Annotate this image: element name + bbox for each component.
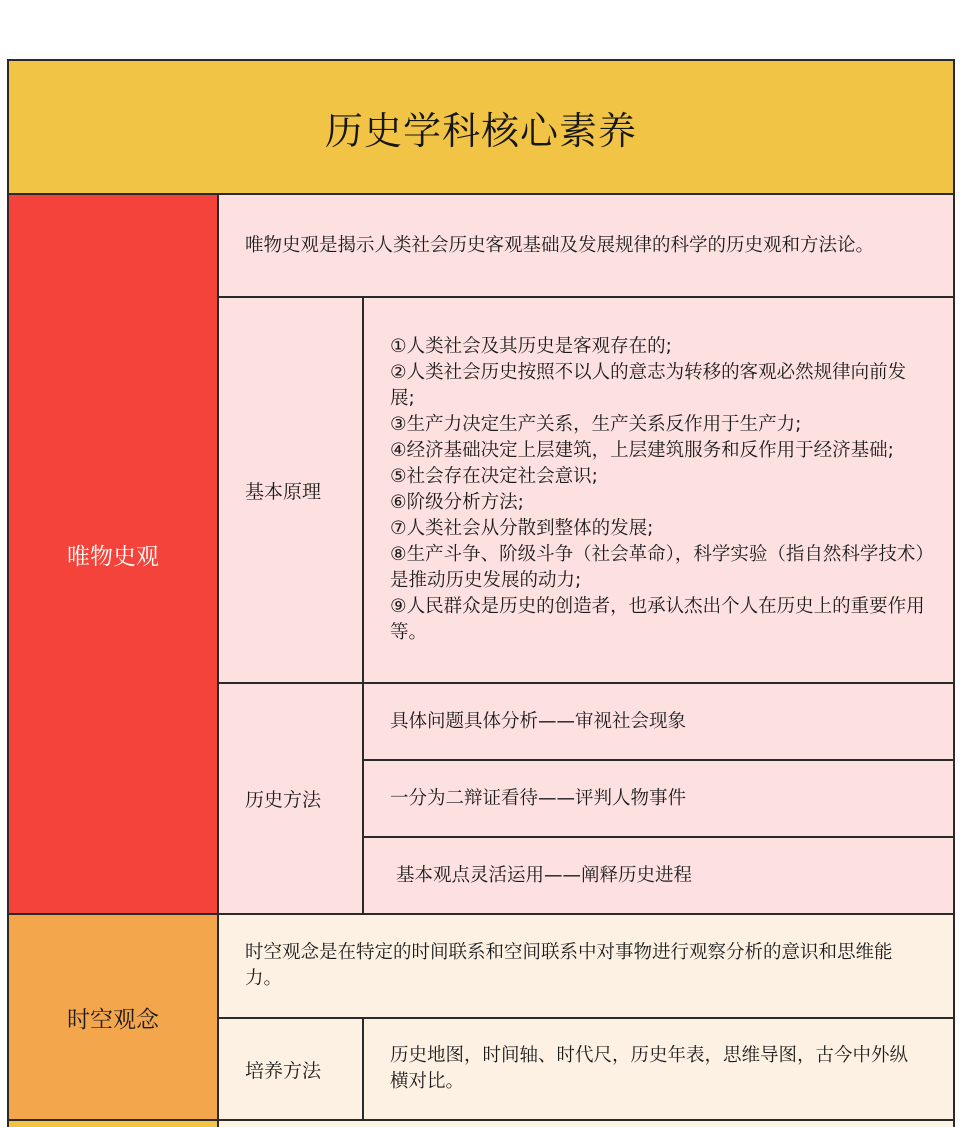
spacetime-definition [219,915,953,1019]
cultivation-methods-text: 历史地图，时间轴、时代尺，历史年表，思维导图，古今中外纵横对比。 [390,1045,909,1092]
materialism-definition-text: 唯物史观是揭示人类社会历史客观基础及发展规律的科学的历史观和方法论。 [245,234,875,256]
principle-item: ⑨人民群众是历史的创造者，也承认杰出个人在历史上的重要作用等。 [390,596,925,643]
method-item-3 [364,838,953,915]
cultivation-methods [364,1019,953,1121]
method-item-1 [364,684,953,761]
principle-item: ⑧生产斗争、阶级斗争（社会革命），科学实验（指自然科学技术）是推动历史发展的动力; [390,544,925,591]
principles-label: 基本原理 [245,480,322,503]
principle-item: ④经济基础决定上层建筑，上层建筑服务和反作用于经济基础; [390,440,894,461]
methods-label: 历史方法 [245,789,322,811]
next-category-partial [9,1121,219,1127]
category-materialism [9,195,219,915]
principle-item: ⑦人类社会从分散到整体的发展; [390,518,654,539]
table-title: 历史学科核心素养 [324,108,637,153]
cultivation-label: 培养方法 [245,1059,322,1082]
principles-label-cell [219,298,364,684]
method-item-2 [364,761,953,838]
category-materialism-label: 唯物史观 [67,543,159,570]
method-item-text: 基本观点灵活运用——阐释历史进程 [396,864,693,886]
core-literacy-table [7,59,955,1127]
principle-item: ⑤社会存在决定社会意识; [390,466,598,487]
principle-item: ⑥阶级分析方法; [390,492,524,513]
method-item-text: 一分为二辩证看待——评判人物事件 [390,787,687,809]
category-spacetime [9,915,219,1121]
principle-item: ②人类社会历史按照不以人的意志为转移的客观必然规律向前发展; [390,362,907,409]
method-item-text: 具体问题具体分析——审视社会现象 [390,710,687,732]
category-spacetime-label: 时空观念 [67,1006,159,1033]
principle-item: ①人类社会及其历史是客观存在的; [390,336,672,357]
next-row-partial [219,1121,953,1127]
spacetime-definition-text: 时空观念是在特定的时间联系和空间联系中对事物进行观察分析的意识和思维能力。 [245,942,893,989]
methods-label-cell [219,684,364,915]
materialism-definition [219,195,953,298]
principles-list [364,298,953,684]
principle-item: ③生产力决定生产关系，生产关系反作用于生产力; [390,414,802,435]
cultivation-label-cell [219,1019,364,1121]
table-title-cell [9,61,953,195]
